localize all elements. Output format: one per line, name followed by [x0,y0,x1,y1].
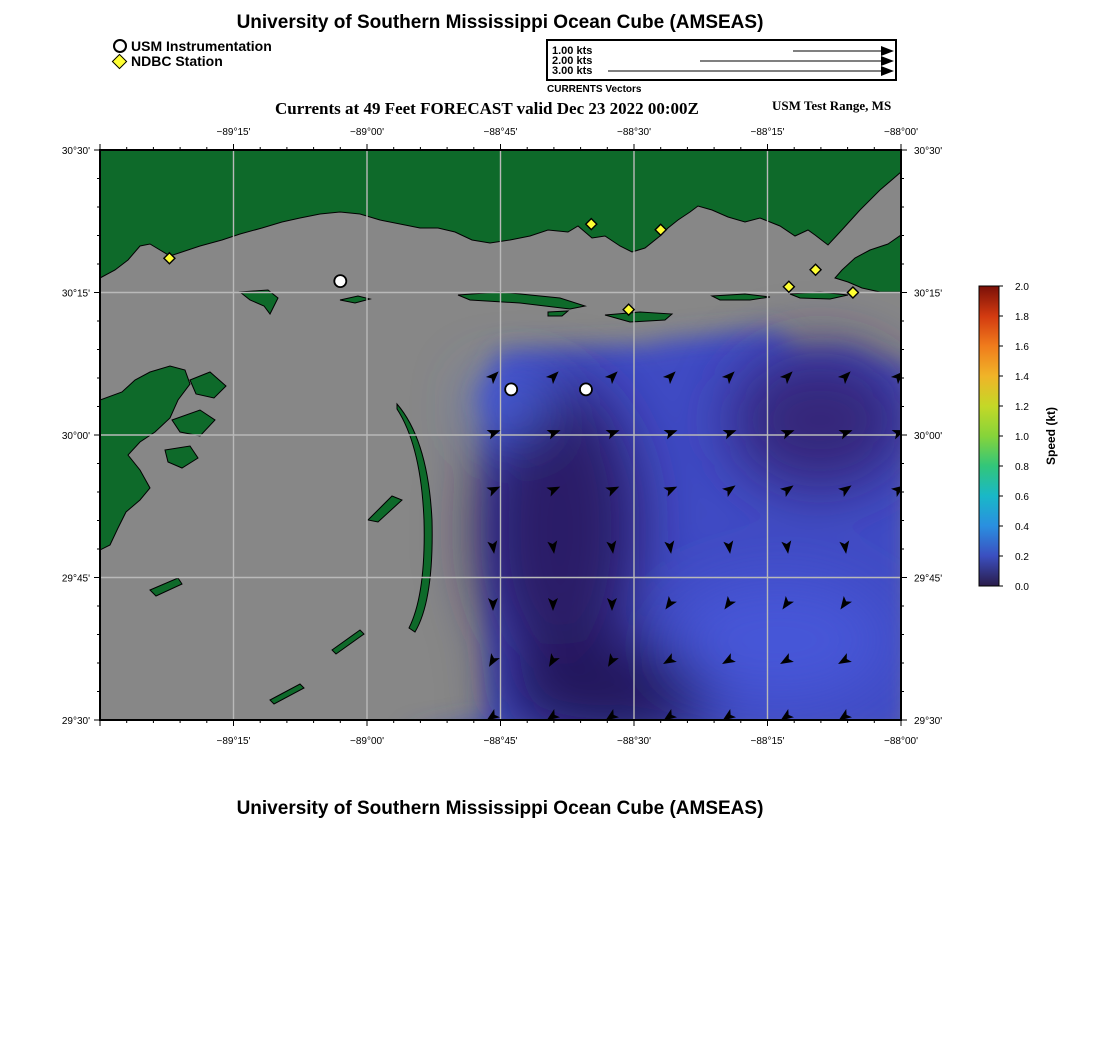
lat-tick-label: 30°15' [61,288,90,300]
colorbar-tick-label: 1.8 [1015,312,1029,323]
colorbar-label: Speed (kt) [1044,406,1058,466]
vector-scale-3: 3.00 kts [552,65,593,77]
lon-tick-label: −88°30' [617,127,651,138]
lon-tick-label: −88°00' [884,127,918,138]
colorbar-tick-label: 0.0 [1015,582,1029,593]
colorbar-tick-label: 1.2 [1015,402,1029,413]
colorbar-tick-label: 1.6 [1015,342,1029,353]
colorbar-tick-label: 0.8 [1015,462,1029,473]
lat-tick-label: 30°30' [61,146,90,157]
lon-tick-label: −88°30' [617,736,651,747]
usm-instrument-marker [334,275,346,287]
colorbar-ticks [999,282,1029,593]
lon-tick-label: −88°45' [483,736,518,747]
lat-labels-right [914,146,942,727]
lat-tick-label: 30°15' [914,288,943,300]
lat-labels-left [62,146,90,727]
colorbar-tick-label: 2.0 [1015,282,1029,293]
lon-labels-bottom [217,736,919,747]
lon-tick-label: −88°45' [483,127,518,138]
usm-instrument-marker [580,383,592,395]
lat-tick-label: 29°45' [61,573,90,585]
lon-tick-label: −88°00' [884,736,918,747]
lat-tick-label: 29°30' [914,716,943,727]
lon-tick-label: −89°15' [216,127,251,138]
colorbar-tick-label: 1.4 [1015,372,1029,383]
usm-instrument-marker [505,383,517,395]
lat-tick-label: 29°30' [61,716,90,727]
lon-tick-label: −88°15' [750,736,785,747]
lon-labels-top [217,127,919,138]
legend-ndbc-label: NDBC Station [131,53,223,69]
lat-tick-label: 30°30' [914,146,943,157]
colorbar [965,278,1085,598]
lat-tick-label: 30°00' [914,431,943,442]
colorbar-tick-label: 0.2 [1015,552,1029,563]
map-subtitle: Currents at 49 Feet FORECAST valid Dec 23 2022 00:00Z [275,99,699,118]
vector-scale-2: 2.00 kts [552,55,593,67]
colorbar-gradient [979,286,999,586]
lat-tick-label: 29°45' [914,573,943,585]
lon-tick-label: −89°00' [350,736,384,747]
lat-tick-label: 30°00' [61,431,90,442]
vector-scale-1: 1.00 kts [552,45,593,57]
lon-tick-label: −88°15' [750,127,785,138]
lon-tick-label: −89°15' [216,736,251,747]
legend-usm-label: USM Instrumentation [131,38,272,54]
colorbar-tick-label: 1.0 [1015,432,1029,443]
colorbar-tick-label: 0.4 [1015,522,1029,533]
page-title: University of Southern Mississippi Ocean Cube (AMSEAS) [236,12,764,33]
colorbar-tick-label: 0.6 [1015,492,1029,503]
lon-tick-label: −89°00' [350,127,384,138]
vector-legend-caption: CURRENTS Vectors [547,84,642,95]
footer-title: University of Southern Mississippi Ocean Cube (AMSEAS) [236,798,764,819]
region-label: USM Test Range, MS [772,98,892,113]
